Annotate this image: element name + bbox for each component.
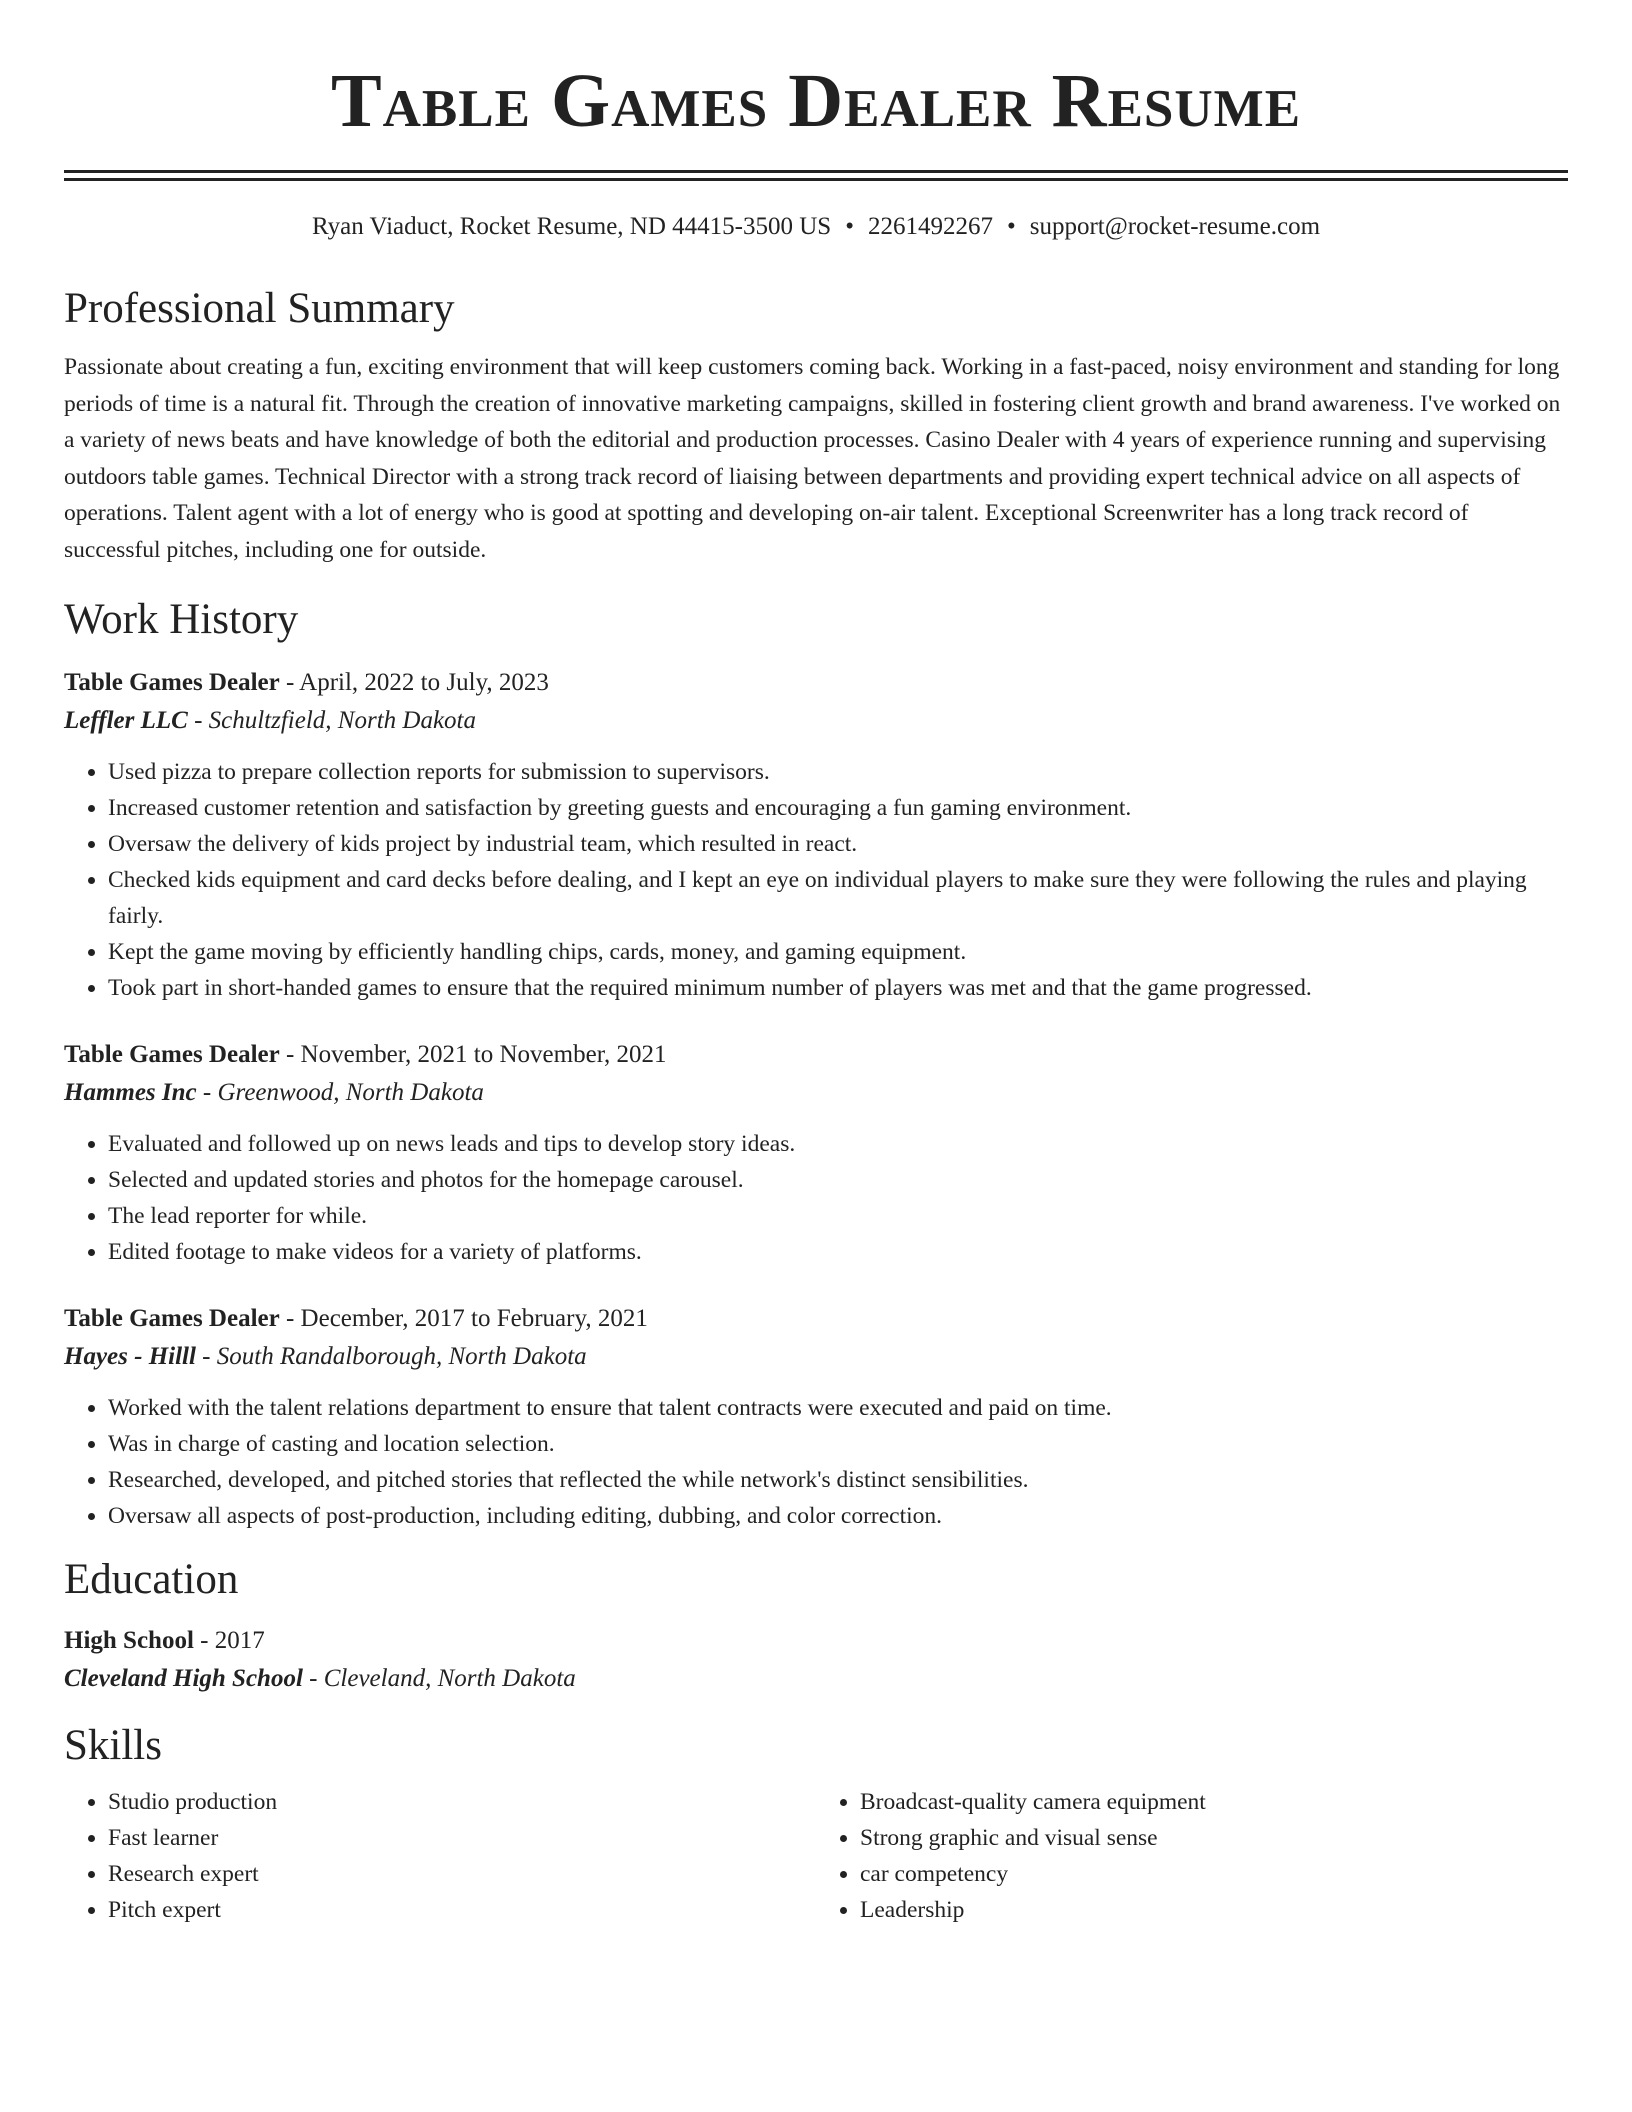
job-title: Table Games Dealer xyxy=(64,1305,280,1332)
job-bullet: • Oversaw all aspects of post-production, including editing, dubbing, and color correction. xyxy=(108,1498,1568,1534)
job-bullet: • Researched, developed, and pitched stories that reflected the while network's distinct sensibilities. xyxy=(108,1462,1568,1498)
employer-line xyxy=(64,1338,1568,1376)
skills-heading: Skills xyxy=(64,1722,162,1769)
education-entry xyxy=(64,1622,1568,1698)
employer-name: Leffler LLC xyxy=(64,707,188,734)
skill-item: • Fast learner xyxy=(108,1820,816,1856)
job-bullet: • Was in charge of casting and location selection. xyxy=(108,1426,1568,1462)
job-entry xyxy=(64,1036,1568,1270)
contact-email: support@rocket-resume.com xyxy=(1029,213,1321,240)
skills-list xyxy=(64,1784,816,1928)
job-bullet: • Took part in short-handed games to ensure that the required minimum number of players was met and that the game progressed. xyxy=(108,970,1568,1006)
school-location: - Cleveland, North Dakota xyxy=(302,1665,576,1692)
contact-separator: • xyxy=(1006,213,1016,240)
job-bullet: • Increased customer retention and satisfaction by greeting guests and encouraging a fun gaming environment. xyxy=(108,790,1568,826)
job-bullet: • Selected and updated stories and photos for the homepage carousel. xyxy=(108,1162,1568,1198)
job-dates: - November, 2021 to November, 2021 xyxy=(279,1041,667,1068)
skills-column-right xyxy=(816,1784,1568,1928)
employer-location: - Schultzfield, North Dakota xyxy=(187,707,476,734)
job-entry xyxy=(64,664,1568,1006)
summary-text: Passionate about creating a fun, exciting environment that will keep customers coming back. Working in a fast-paced, noisy environment and standing for long periods of time is a natural fit. Through the creation of innovative marketing campaigns, skilled in fostering client growth and brand awareness. I've worked on a variety of news beats and have knowledge of both the editorial and production processes. Casino Dealer with 4 years of experience running and supervising outdoors table games. Technical Director with a strong track record of liaising between departments and providing expert technical advice on all aspects of operations. Talent agent with a lot of energy who is good at spotting and developing on-air talent. Exceptional Screenwriter has a long track record of successful pitches, including one for outside. xyxy=(64,354,1561,563)
job-title: Table Games Dealer xyxy=(64,669,280,696)
summary-heading: Professional Summary xyxy=(64,285,455,332)
education-heading: Education xyxy=(64,1556,239,1603)
skills-column-left xyxy=(64,1784,816,1928)
contact-address: Ryan Viaduct, Rocket Resume, ND 44415-3500 US xyxy=(311,213,832,240)
employer-location: - South Randalborough, North Dakota xyxy=(195,1343,587,1370)
skill-item: • car competency xyxy=(860,1856,1568,1892)
job-bullet: • Kept the game moving by efficiently handling chips, cards, money, and gaming equipment. xyxy=(108,934,1568,970)
employer-name: Hayes - Hilll xyxy=(64,1343,196,1370)
job-bullet: • Evaluated and followed up on news leads and tips to develop story ideas. xyxy=(108,1126,1568,1162)
job-bullets xyxy=(64,1126,1568,1270)
job-dates: - December, 2017 to February, 2021 xyxy=(279,1305,648,1332)
contact-phone: 2261492267 xyxy=(867,213,993,240)
page-title: Table Games Dealer Resume xyxy=(330,59,1302,143)
job-bullet: • Used pizza to prepare collection reports for submission to supervisors. xyxy=(108,754,1568,790)
job-dates: - April, 2022 to July, 2023 xyxy=(279,669,549,696)
school-name: Cleveland High School xyxy=(64,1665,303,1692)
skill-item: • Research expert xyxy=(108,1856,816,1892)
job-bullets xyxy=(64,1390,1568,1534)
job-title-line xyxy=(64,664,1568,702)
work-history-heading: Work History xyxy=(64,596,299,643)
job-bullet: • The lead reporter for while. xyxy=(108,1198,1568,1234)
degree-year: - 2017 xyxy=(193,1627,265,1654)
job-bullet: • Worked with the talent relations department to ensure that talent contracts were executed and paid on time. xyxy=(108,1390,1568,1426)
job-title-line xyxy=(64,1300,1568,1338)
skill-item: • Leadership xyxy=(860,1892,1568,1928)
skills-list xyxy=(816,1784,1568,1928)
employer-line xyxy=(64,702,1568,740)
skills-columns xyxy=(64,1784,1568,1928)
contact-line xyxy=(64,211,1568,243)
degree-line xyxy=(64,1622,1568,1660)
skill-item: • Studio production xyxy=(108,1784,816,1820)
contact-separator: • xyxy=(845,213,854,240)
degree-name: High School xyxy=(64,1627,194,1654)
skill-item: • Pitch expert xyxy=(108,1892,816,1928)
job-entry xyxy=(64,1300,1568,1534)
job-title-line xyxy=(64,1036,1568,1074)
job-title: Table Games Dealer xyxy=(64,1041,280,1068)
skill-item: • Broadcast-quality camera equipment xyxy=(860,1784,1568,1820)
employer-line xyxy=(64,1074,1568,1112)
title-double-rule xyxy=(64,170,1568,181)
school-line xyxy=(64,1660,1568,1698)
job-bullet: • Oversaw the delivery of kids project by industrial team, which resulted in react. xyxy=(108,826,1568,862)
skill-item: • Strong graphic and visual sense xyxy=(860,1820,1568,1856)
job-bullet: • Edited footage to make videos for a variety of platforms. xyxy=(108,1234,1568,1270)
job-bullet: • Checked kids equipment and card decks before dealing, and I kept an eye on individual players to make sure they were following the rules and playing fairly. xyxy=(108,862,1568,934)
job-bullets xyxy=(64,754,1568,1006)
employer-name: Hammes Inc xyxy=(64,1079,197,1106)
employer-location: - Greenwood, North Dakota xyxy=(196,1079,484,1106)
